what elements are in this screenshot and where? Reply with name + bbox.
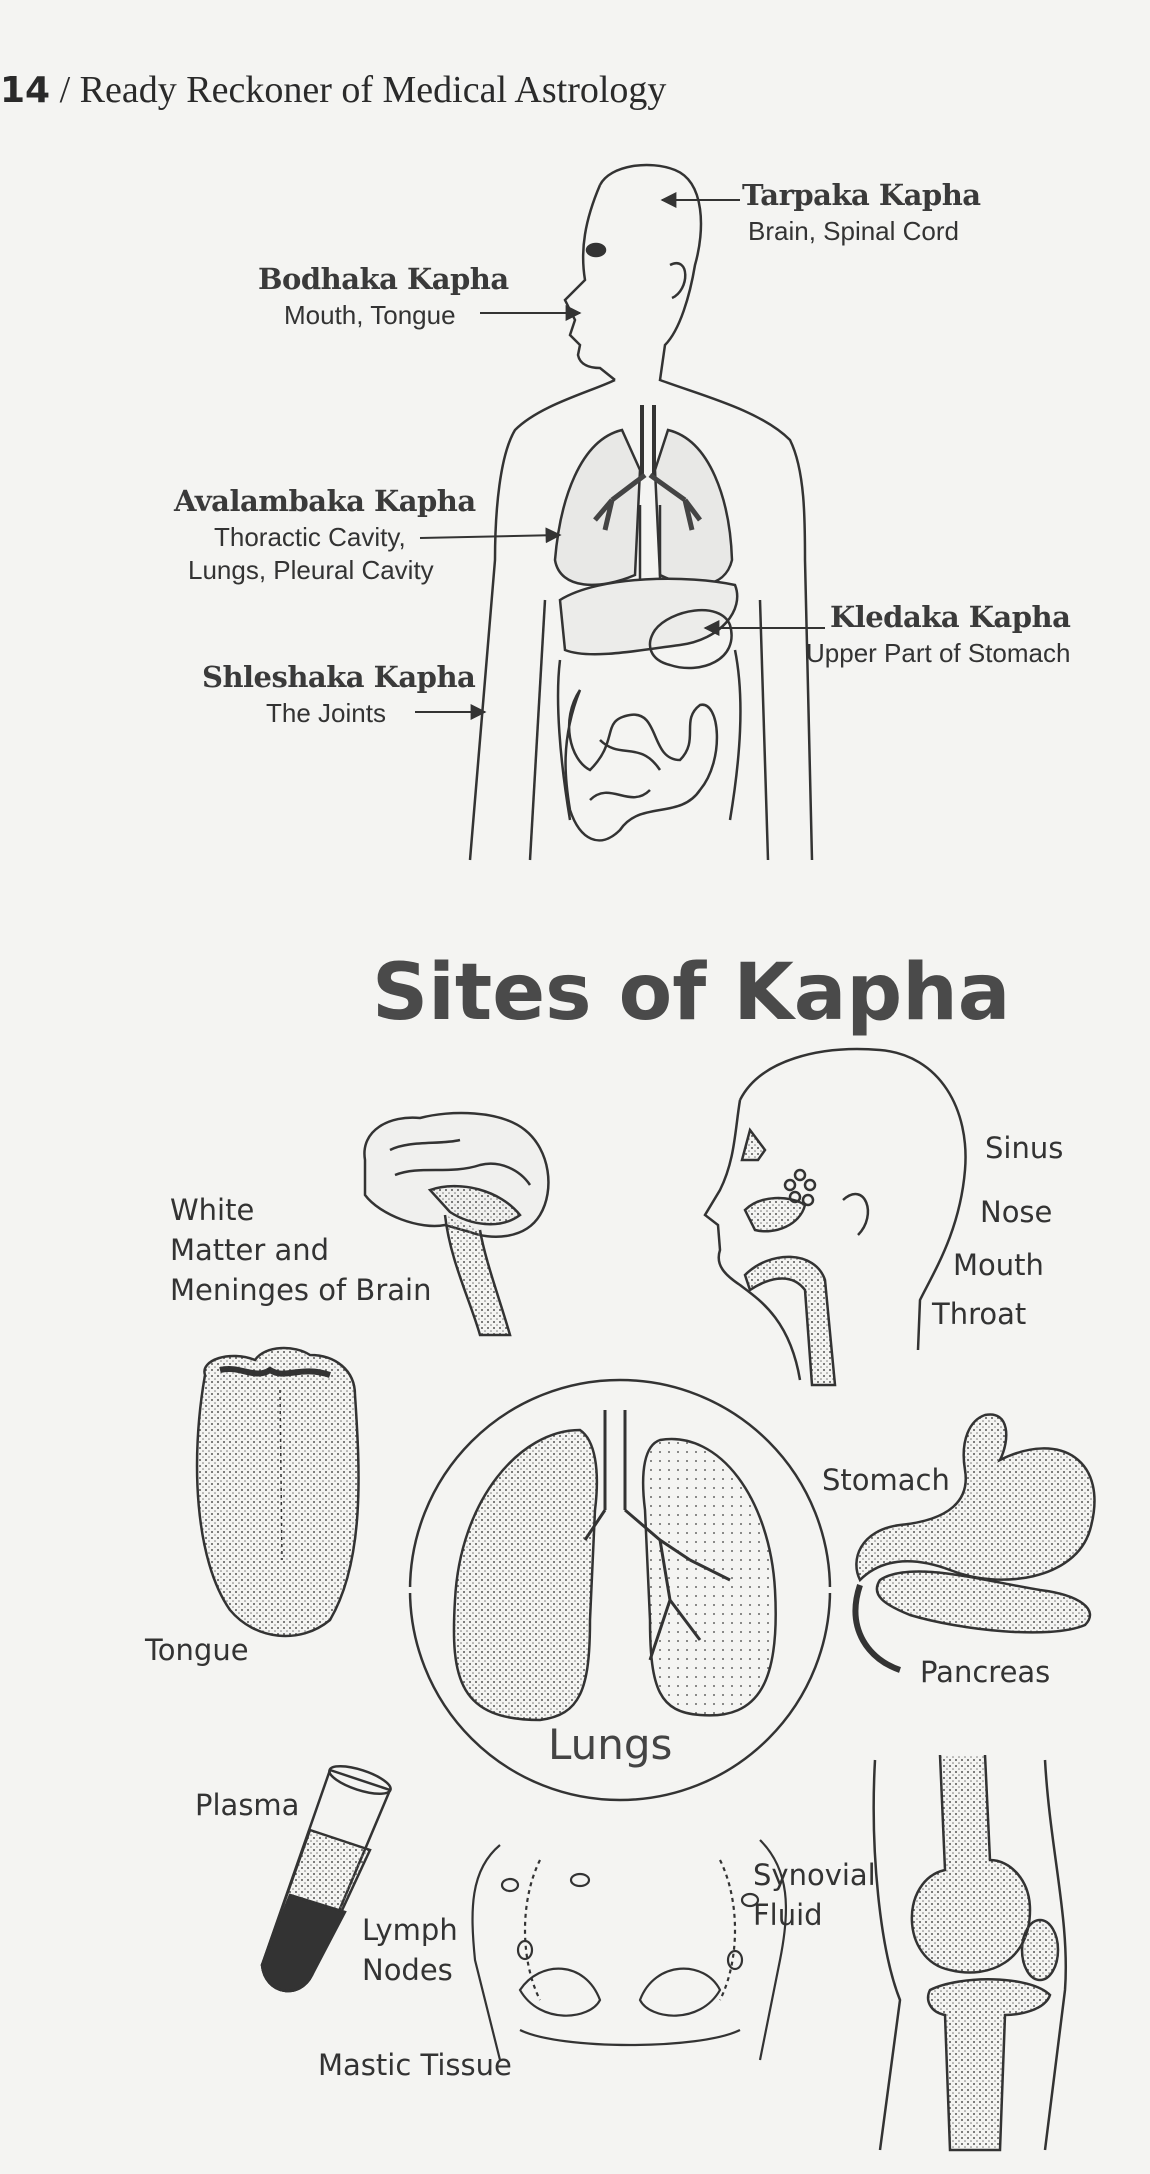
lymph-label-line1: Lymph: [362, 1913, 458, 1947]
brain-label-line2: Matter and: [170, 1233, 330, 1267]
mouth-label: Mouth: [953, 1248, 1044, 1282]
bodhaka-kapha-detail: Mouth, Tongue: [284, 300, 456, 330]
mastic-tissue-label: Mastic Tissue: [318, 2048, 512, 2082]
avalambaka-kapha-detail-2: Lungs, Pleural Cavity: [188, 555, 434, 585]
stomach-label: Stomach: [822, 1463, 950, 1497]
throat-tube: [745, 1257, 835, 1385]
face-outline: [565, 185, 615, 380]
tarpaka-kapha-name: Tarpaka Kapha: [742, 178, 981, 212]
human-body-figure: [470, 165, 812, 860]
pancreas-label: Pancreas: [920, 1655, 1051, 1689]
bodhaka-kapha-name: Bodhaka Kapha: [258, 262, 509, 296]
synovial-label-line1: Synovial: [753, 1858, 876, 1892]
tongue-illustration: [197, 1348, 359, 1636]
intestines: [566, 690, 717, 840]
synovial-fluid-label: [753, 1855, 876, 1935]
plasma-label: Plasma: [195, 1788, 300, 1822]
shleshaka-kapha-detail: The Joints: [266, 698, 386, 728]
tongue-label: Tongue: [145, 1633, 249, 1667]
chest-lymph-illustration: [473, 1840, 786, 2060]
brain-label: [170, 1190, 431, 1310]
tarpaka-kapha-detail: Brain, Spinal Cord: [748, 216, 959, 246]
book-title: Ready Reckoner of Medical Astrology: [79, 69, 667, 111]
page-number: 14: [0, 70, 51, 111]
avalambaka-kapha-detail-1: Thoractic Cavity,: [214, 522, 406, 552]
knee-joint-illustration: [874, 1755, 1066, 2150]
sites-of-kapha-title: Sites of Kapha: [372, 948, 1011, 1038]
lymph-nodes-label: [362, 1910, 458, 1990]
trachea: [642, 405, 654, 475]
kledaka-kapha-detail: Upper Part of Stomach: [806, 638, 1071, 668]
lymph-label-line2: Nodes: [362, 1953, 453, 1987]
head-profile-illustration: [705, 1049, 966, 1385]
synovial-label-line2: Fluid: [753, 1898, 823, 1932]
sinus-label: Sinus: [985, 1131, 1064, 1165]
stomach-pancreas-illustration: [856, 1414, 1095, 1670]
brain-label-line3: Meninges of Brain: [170, 1273, 432, 1307]
liver: [560, 579, 737, 655]
kledaka-kapha-name: Kledaka Kapha: [830, 600, 1071, 634]
brain-label-line1: White: [170, 1193, 255, 1227]
avalambaka-kapha-name: Avalambaka Kapha: [174, 484, 476, 518]
eye: [587, 244, 605, 256]
shleshaka-kapha-name: Shleshaka Kapha: [202, 660, 476, 694]
lungs-label: Lungs: [548, 1720, 673, 1769]
nose-label: Nose: [980, 1195, 1053, 1229]
left-lung: [555, 430, 640, 585]
sinus-shape: [742, 1130, 765, 1160]
header-separator: /: [50, 69, 80, 111]
throat-label: Throat: [932, 1297, 1027, 1331]
ear: [670, 263, 685, 298]
